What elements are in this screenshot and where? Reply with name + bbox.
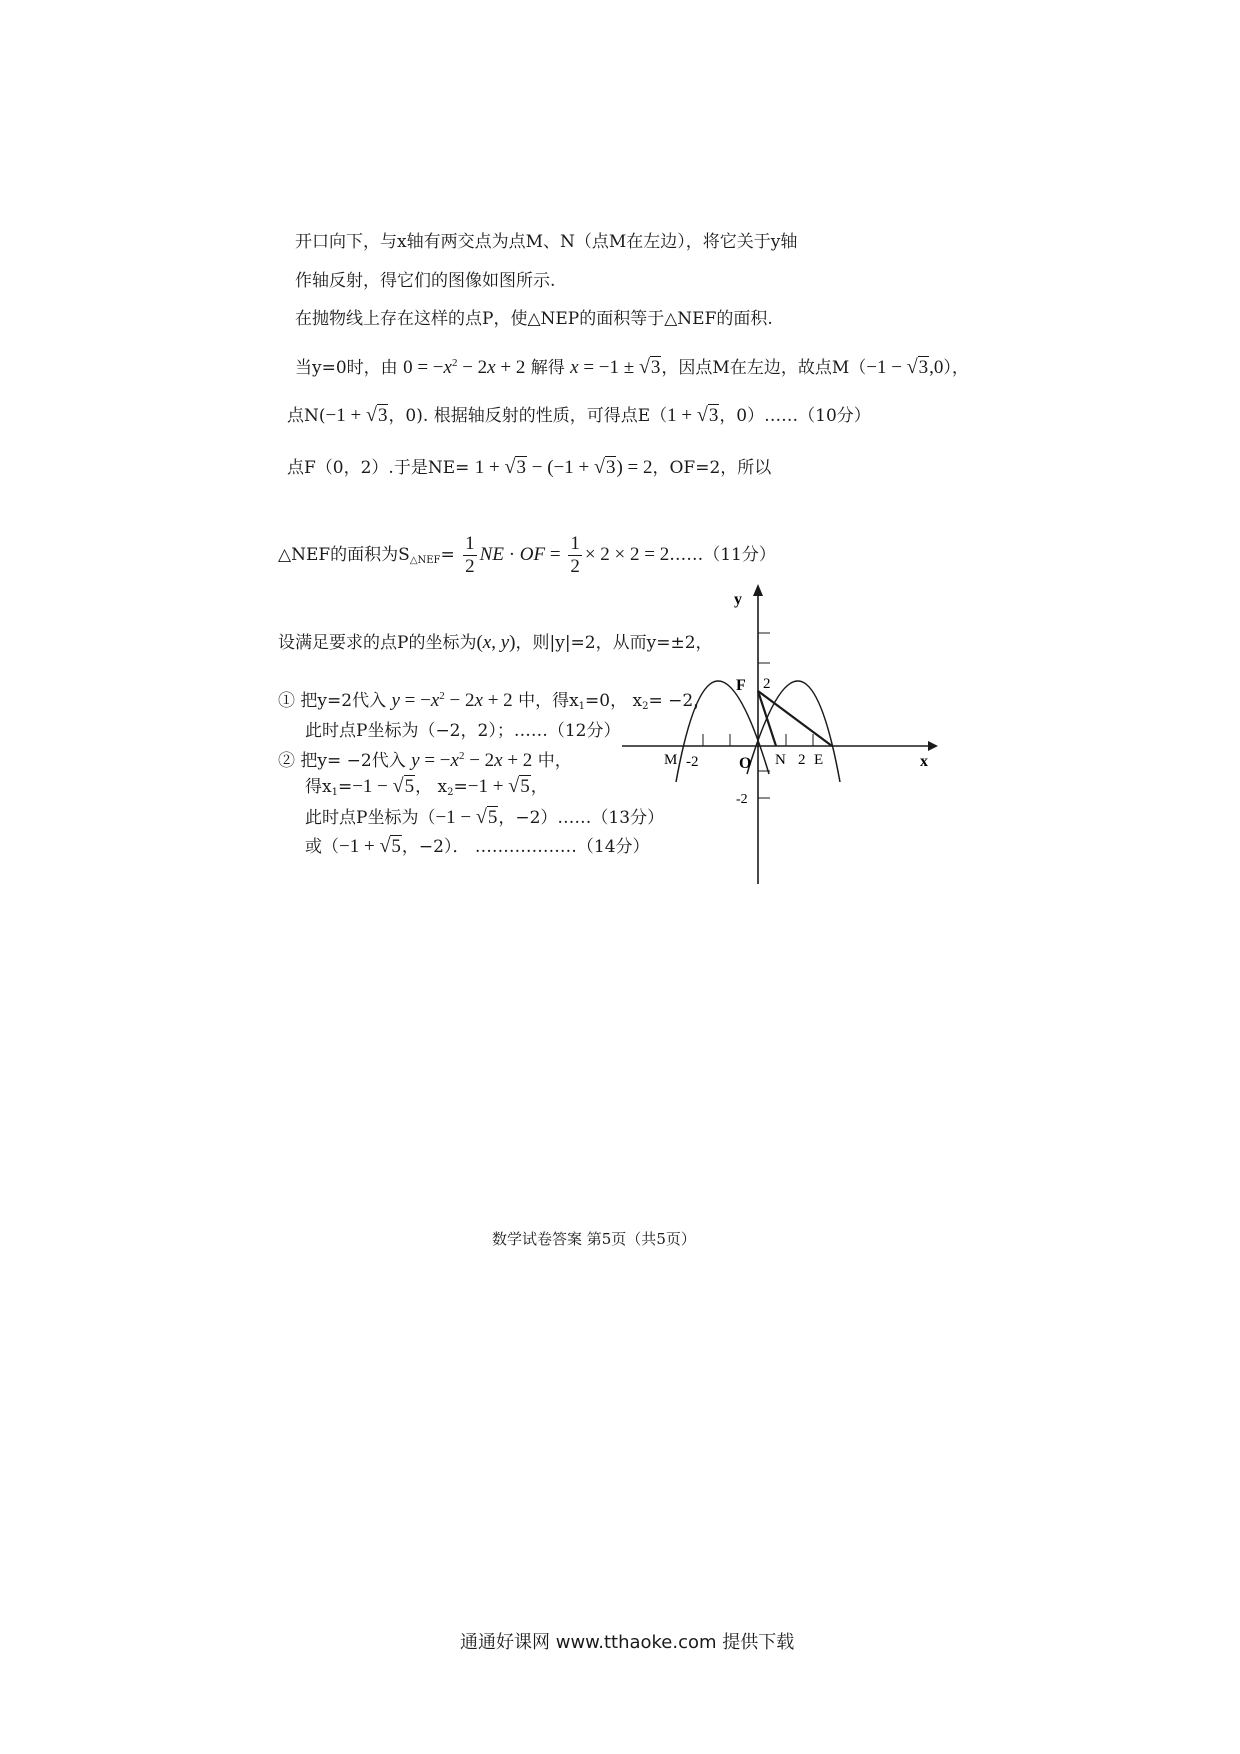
point-p-coords: (x, y) [476,632,516,653]
text: ……（11分） [669,544,776,565]
line-6 [287,456,771,479]
line-14 [305,835,650,858]
site-credit: 通通好课网 www.tthaoke.com 提供下载 [460,1632,795,1653]
parabola-equation: $y = -x^2 - 2x + 2$ [411,750,533,771]
point-p-1: −1 − √5 [435,806,498,828]
tick-label-2-top: 2 [763,676,771,692]
text: ，OF=2，所以 [652,458,772,478]
subscript: △NEF [409,554,441,566]
circled-number: ② [278,751,295,771]
line-11 [278,745,572,772]
parabola-equation: $y = -x^2 - 2x + 2$ [391,690,513,711]
equation-root: $0 = -x^2 - 2x + 2$ [403,357,526,378]
tick-label-2-x: 2 [798,752,806,768]
text: 把y= −2代入 [300,751,406,771]
text: 点N( [287,406,326,426]
text: 设满足要求的点P的坐标为 [278,633,477,653]
text: 中， [537,751,572,771]
text: 得x [305,777,332,797]
tick-label-neg2-x: -2 [686,754,699,770]
text: = −2， [648,691,711,711]
text: 点F（0，2）.于是NE= [287,458,470,478]
point-e-x: 1 + √3 [667,404,719,426]
y-axis-arrow [753,584,763,596]
text: ，则|y|=2，从而y=±2， [515,633,713,653]
text: 此时点P坐标为（ [305,808,436,828]
text: 或（ [305,837,339,857]
line-5 [287,404,871,427]
segment-fe [758,691,832,746]
text: 解得 [530,358,565,378]
point-n-x: −1 + √3 [325,404,388,426]
text: △NEF的面积为S [278,544,410,565]
point-m-label: M [664,752,678,768]
tick-label-neg2-y: -2 [736,792,748,807]
line-7 [278,533,776,578]
text: ，0）……（10分） [719,406,871,426]
text: ，−2）． ………………（14分） [401,837,650,857]
line-10: 此时点P坐标为（−2，2）；……（12分） [305,721,621,741]
origin-label: O [739,755,752,772]
line-4 [295,352,969,379]
text: 当y=0时，由 [295,358,398,378]
text: =0， x [585,691,643,711]
point-n-label: N [775,752,786,768]
text: ，−2）……（13分） [498,808,665,828]
line-3: 在抛物线上存在这样的点P，使△NEP的面积等于△NEF的面积. [295,309,773,329]
line-12: 得$x_1=-1 - √5$， $x_2=-1 + √5$， [305,775,548,798]
x-axis-label: x [920,753,928,770]
point-e-label: E [814,752,824,768]
text: ）， [943,358,969,378]
text: ，因点M在左边，故点M（ [661,358,867,378]
text: = [453,777,468,797]
y-axis-label: y [734,591,742,608]
circled-number: ① [278,691,295,711]
point-m-x: −1 − √3,0 [866,356,944,378]
line-9: ① 把y=2代入 $y = -x^2 - 2x + 2$ 中，得$x_1=0$， $x_2= -2$， [278,690,711,712]
parabola-right [747,681,840,782]
text: 把y=2代入 [300,691,387,711]
text: = [440,544,455,565]
text: ，0). 根据轴反射的性质，可得点E（ [388,406,668,426]
line-13 [305,806,664,829]
point-f-label: F [736,677,746,694]
ne-computation: 1 + √3 − (−1 + √3) = 2 [474,456,653,478]
text: ， x [415,777,448,797]
text: = [337,777,353,797]
parabola-graph [618,584,938,886]
solution: x = −1 ± √3 [570,356,661,378]
area-formula: $\frac{1}{2}$ NE · OF = $\frac{1}{2}$ × 2 × 2 = 2 [465,533,670,577]
point-p-2: −1 + √5 [339,835,401,857]
segment-fn [758,691,776,746]
line-2: 作轴反射，得它们的图像如图所示. [295,271,556,291]
x-axis-arrow [928,741,938,751]
text: 中，得x [518,691,579,711]
root-1: −1 − √5 [352,775,415,797]
text: ， [530,777,548,797]
line-1: 开口向下，与x轴有两交点为点M、N（点M在左边），将它关于y轴 [295,232,798,252]
root-2: −1 + √5 [467,775,530,797]
page-footer: 数学试卷答案 第5页（共5页） [492,1230,696,1248]
